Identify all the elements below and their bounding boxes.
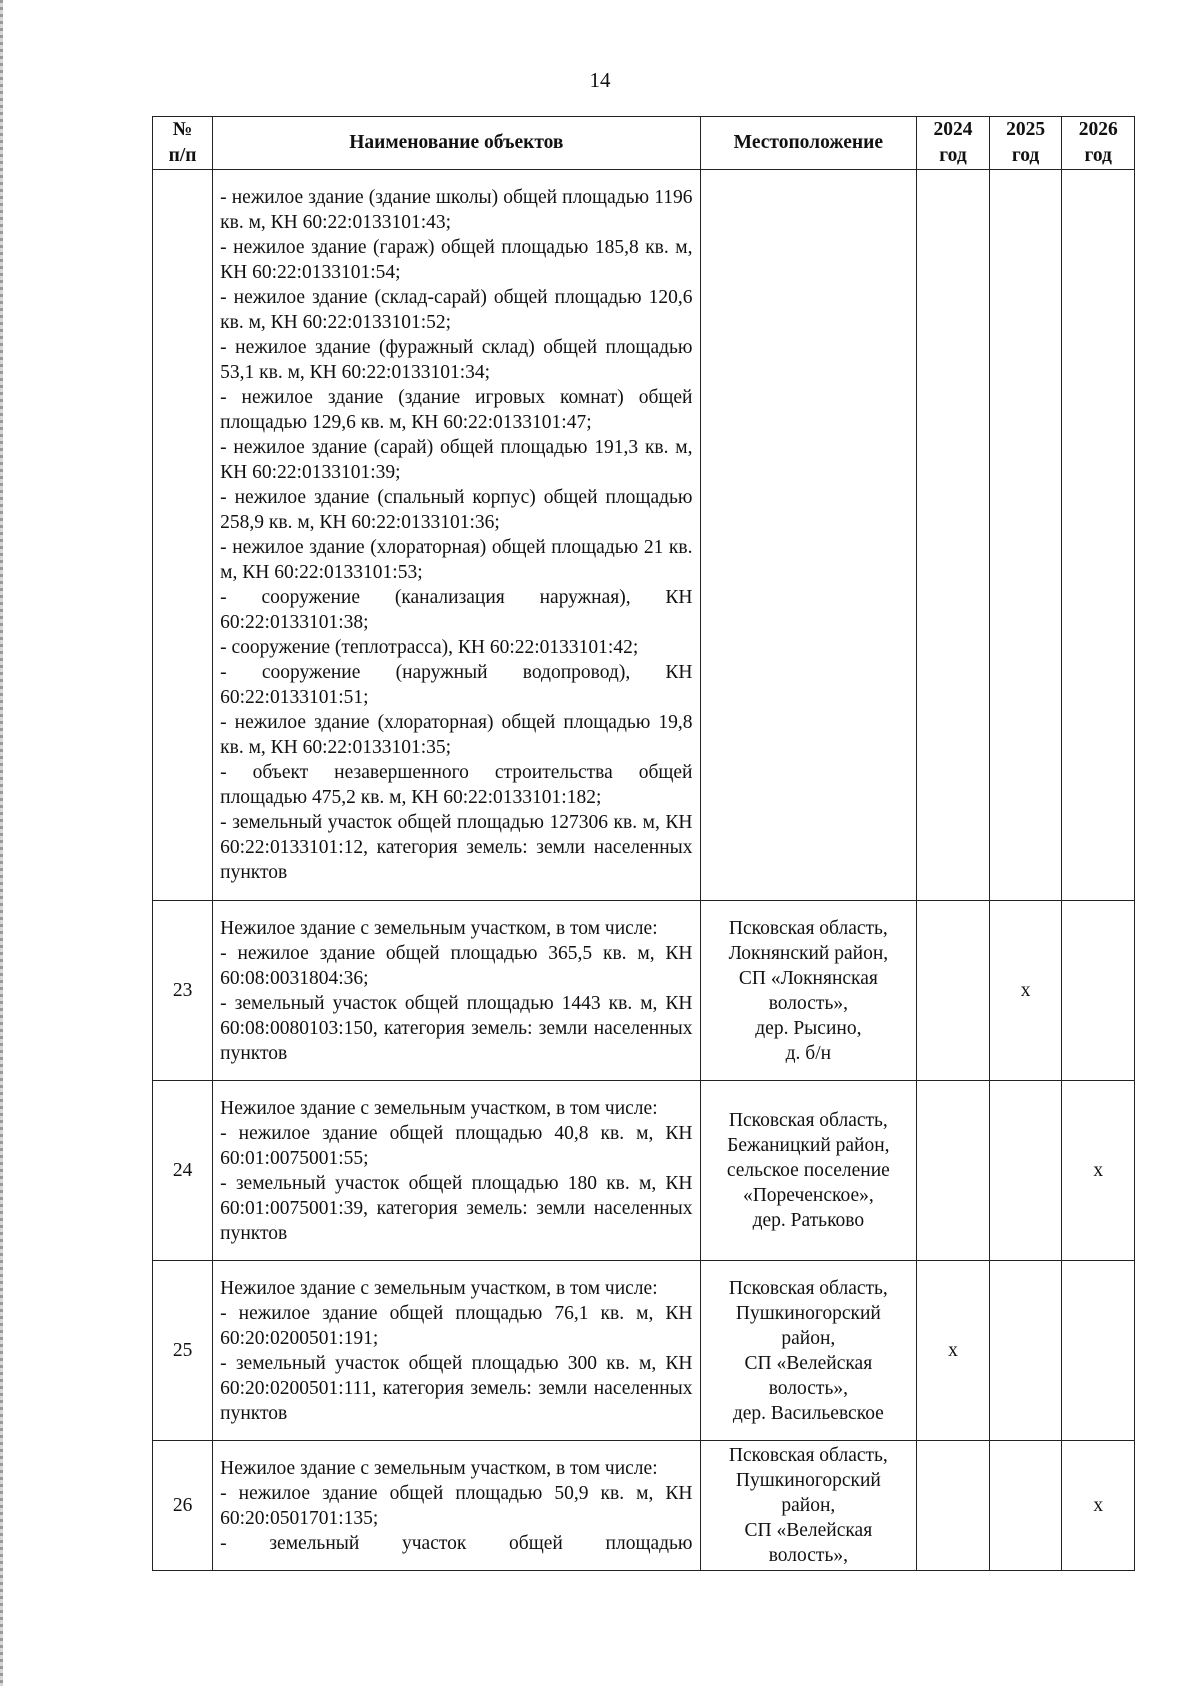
object-item: - нежилое здание (спальный корпус) общей площадью 258,9 кв. м, КН 60:22:0133101:36;: [220, 487, 693, 533]
table-row: [153, 1081, 1135, 1261]
object-item: - нежилое здание (хлораторная) общей площадью 19,8 кв. м, КН 60:22:0133101:35;: [220, 712, 693, 758]
table-row: [153, 170, 1135, 901]
mark-2025: [989, 1441, 1062, 1571]
scan-edge: [0, 0, 3, 1686]
object-item: Нежилое здание с земельным участком, в том числе:: [220, 1277, 658, 1299]
object-item: - нежилое здание (гараж) общей площадью 185,8 кв. м, КН 60:22:0133101:54;: [220, 237, 693, 283]
location-cell: Псковская область, Локнянский район, СП «Локнянская волость», дер. Рысино, д. б/н: [700, 901, 917, 1081]
mark-2024: [917, 901, 990, 1081]
object-item: - нежилое здание (сарай) общей площадью 191,3 кв. м, КН 60:22:0133101:39;: [220, 437, 693, 483]
object-item: - объект незавершенного строительства общей площадью 475,2 кв. м, КН 60:22:0133101:182;: [220, 762, 693, 808]
object-item: - земельный участок общей площадью: [220, 1532, 693, 1554]
mark-2025: [989, 1081, 1062, 1261]
header-name: Наименование объектов: [213, 117, 700, 170]
mark-2026: х: [1062, 1441, 1135, 1571]
object-item: - нежилое здание общей площадью 40,8 кв. м, КН 60:01:0075001:55;: [220, 1122, 693, 1169]
object-item: - земельный участок общей площадью 1443 кв. м, КН 60:08:0080103:150, категория земель: земли населенных пунктов: [220, 992, 693, 1064]
object-item: - земельный участок общей площадью 300 кв. м, КН 60:20:0200501:111, категория земель: земли населенных пунктов: [220, 1352, 693, 1424]
object-description: [213, 1081, 700, 1261]
header-2025: 2025 год: [989, 117, 1062, 170]
object-item: - земельный участок общей площадью 180 кв. м, КН 60:01:0075001:39, категория земель: земли населенных пунктов: [220, 1172, 693, 1244]
row-number: [153, 170, 213, 901]
object-description: [213, 1441, 700, 1571]
location-cell: Псковская область, Пушкиногорский район, СП «Велейская волость», дер. Васильевское: [700, 1261, 917, 1441]
table-row: [153, 1261, 1135, 1441]
location-cell: [700, 170, 917, 901]
mark-2024: [917, 170, 990, 901]
row-number: 26: [153, 1441, 213, 1571]
object-item: - нежилое здание (склад-сарай) общей площадью 120,6 кв. м, КН 60:22:0133101:52;: [220, 287, 693, 333]
row-number: 24: [153, 1081, 213, 1261]
objects-table: [152, 116, 1135, 1571]
object-item: - нежилое здание общей площадью 50,9 кв. м, КН 60:20:0501701:135;: [220, 1482, 693, 1529]
table-header-row: [153, 117, 1135, 170]
mark-2026: х: [1062, 1081, 1135, 1261]
header-2024: 2024 год: [917, 117, 990, 170]
mark-2025: [989, 170, 1062, 901]
object-item: - нежилое здание (хлораторная) общей площадью 21 кв. м, КН 60:22:0133101:53;: [220, 537, 693, 583]
mark-2024: х: [917, 1261, 990, 1441]
mark-2025: х: [989, 901, 1062, 1081]
header-2026: 2026 год: [1062, 117, 1135, 170]
object-item: - нежилое здание общей площадью 365,5 кв. м, КН 60:08:0031804:36;: [220, 942, 693, 989]
table-row: [153, 901, 1135, 1081]
row-number: 23: [153, 901, 213, 1081]
object-item: - сооружение (теплотрасса), КН 60:22:0133101:42;: [220, 637, 639, 658]
object-item: Нежилое здание с земельным участком, в том числе:: [220, 1097, 658, 1119]
table-row: [153, 1441, 1135, 1571]
object-description: [213, 1261, 700, 1441]
object-description: [213, 170, 700, 901]
object-item: - нежилое здание (фуражный склад) общей площадью 53,1 кв. м, КН 60:22:0133101:34;: [220, 337, 693, 383]
mark-2024: [917, 1441, 990, 1571]
location-cell: Псковская область, Пушкиногорский район, СП «Велейская волость»,: [700, 1441, 917, 1571]
object-item: - нежилое здание (здание школы) общей площадью 1196 кв. м, КН 60:22:0133101:43;: [220, 187, 693, 233]
row-number: 25: [153, 1261, 213, 1441]
mark-2026: [1062, 1261, 1135, 1441]
object-item: - сооружение (канализация наружная), КН 60:22:0133101:38;: [220, 587, 693, 633]
object-item: - земельный участок общей площадью 127306 кв. м, КН 60:22:0133101:12, категория земель: земли населенных пунктов: [220, 812, 693, 883]
mark-2026: [1062, 901, 1135, 1081]
header-num: № п/п: [153, 117, 213, 170]
header-location: Местоположение: [700, 117, 917, 170]
mark-2024: [917, 1081, 990, 1261]
object-item: Нежилое здание с земельным участком, в том числе:: [220, 917, 658, 939]
mark-2026: [1062, 170, 1135, 901]
mark-2025: [989, 1261, 1062, 1441]
object-item: Нежилое здание с земельным участком, в том числе:: [220, 1457, 658, 1479]
location-cell: Псковская область, Бежаницкий район, сельское поселение «Пореченское», дер. Ратьково: [700, 1081, 917, 1261]
object-description: [213, 901, 700, 1081]
object-item: - сооружение (наружный водопровод), КН 60:22:0133101:51;: [220, 662, 693, 708]
page-number: 14: [589, 68, 611, 92]
object-item: - нежилое здание общей площадью 76,1 кв. м, КН 60:20:0200501:191;: [220, 1302, 693, 1349]
object-item: - нежилое здание (здание игровых комнат) общей площадью 129,6 кв. м, КН 60:22:0133101:47;: [220, 387, 693, 433]
